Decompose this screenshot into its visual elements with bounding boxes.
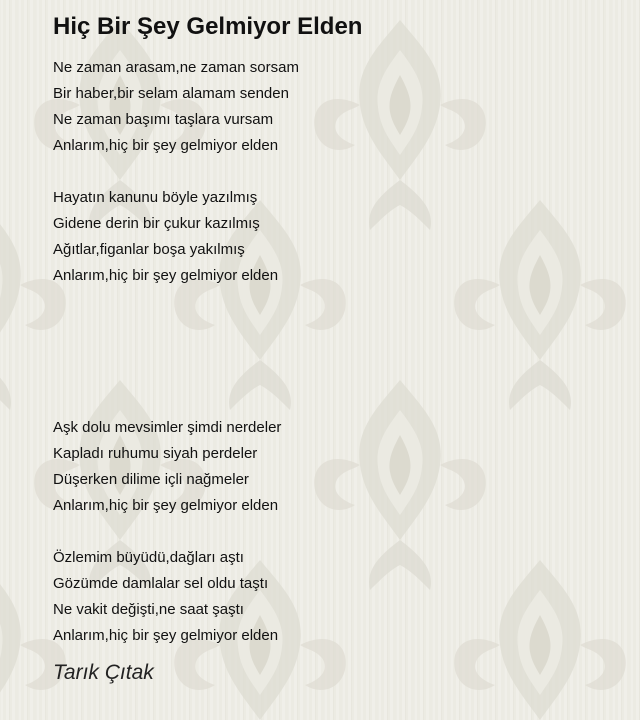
poem-line: Anlarım,hiç bir şey gelmiyor elden [53,267,279,284]
poem-line: Ne zaman başımı taşlara vursam [53,111,274,128]
poem-line: Anlarım,hiç bir şey gelmiyor elden [53,627,279,644]
poem-line: Düşerken dilime içli nağmeler [53,471,249,488]
stanza-3 [53,415,613,519]
stanza-4 [53,545,613,649]
stanza-spacer-large [53,289,613,415]
poem-line: Ne zaman arasam,ne zaman sorsam [53,59,299,76]
poem-line: Gözümde damlalar sel oldu taştı [53,575,269,592]
poem-line: Anlarım,hiç bir şey gelmiyor elden [53,137,279,154]
poem-line: Bir haber,bir selam alamam senden [53,85,289,102]
stanza-spacer [53,519,613,545]
stanza-1 [53,55,613,159]
poem-line: Özlemim büyüdü,dağları aştı [53,549,244,566]
poem-line: Aşk dolu mevsimler şimdi nerdeler [53,419,282,436]
poem-line: Kapladı ruhumu siyah perdeler [53,445,258,462]
poem-line: Ne vakit değişti,ne saat şaştı [53,601,244,618]
poem-line: Ağıtlar,figanlar boşa yakılmış [53,241,245,258]
poem-line: Gidene derin bir çukur kazılmış [53,215,260,232]
stanza-2 [53,185,613,289]
stanza-spacer [53,159,613,185]
poem-line: Hayatın kanunu böyle yazılmış [53,189,258,206]
poem-line: Anlarım,hiç bir şey gelmiyor elden [53,497,279,514]
poem-title: Hiç Bir Şey Gelmiyor Elden [53,13,363,40]
poem-container [53,12,613,687]
poem-author: Tarık Çıtak [53,661,154,684]
